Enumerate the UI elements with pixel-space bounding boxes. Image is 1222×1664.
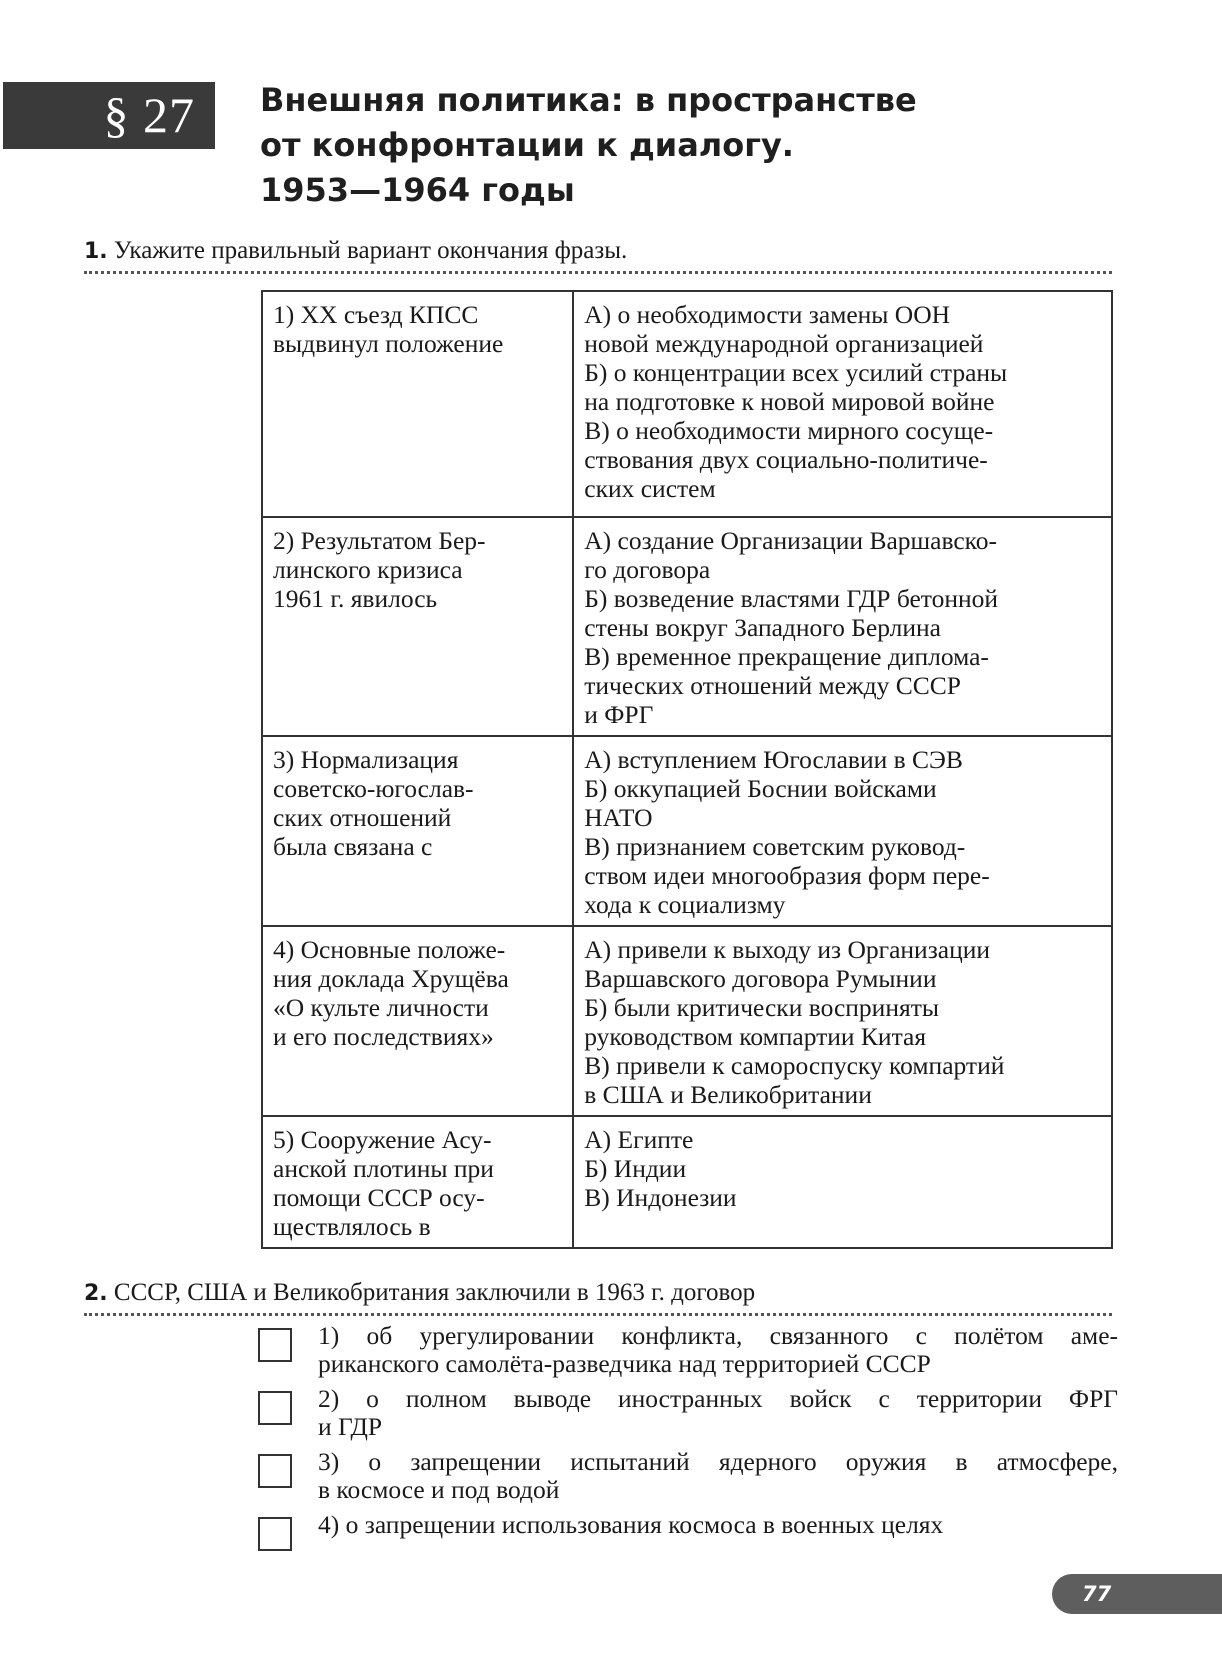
answer-line[interactable]: В) Индонезии bbox=[584, 1183, 737, 1212]
answer-line[interactable]: В) временное прекращение диплома- bbox=[584, 642, 989, 671]
answer-line: новой международной организацией bbox=[584, 329, 984, 358]
answer-line: и ФРГ bbox=[584, 700, 654, 729]
question-cell bbox=[262, 517, 573, 736]
option-line: 2) о полном выводе иностранных войск с территории ФРГ bbox=[318, 1384, 1118, 1413]
answer-line[interactable]: В) о необходимости мирного сосуще- bbox=[584, 416, 994, 445]
option-line: в космосе и под водой bbox=[318, 1475, 560, 1504]
answer-line[interactable]: А) привели к выходу из Организации bbox=[584, 935, 991, 964]
answer-cell bbox=[573, 1116, 1112, 1248]
option-item bbox=[258, 1385, 1118, 1448]
task-2-number: 2. bbox=[84, 1281, 108, 1306]
question-line: и его последствиях» bbox=[273, 1022, 494, 1051]
answer-line: на подготовке к новой мировой войне bbox=[584, 387, 995, 416]
question-line: «О культе личности bbox=[273, 993, 489, 1022]
question-line: помощи СССР осу- bbox=[273, 1183, 485, 1212]
answer-line[interactable]: А) создание Организации Варшавско- bbox=[584, 526, 998, 555]
answer-line: ских систем bbox=[584, 474, 716, 503]
answer-line: НАТО bbox=[584, 803, 653, 832]
task-2-prompt: СССР, США и Великобритания заключили в 1963 г. договор bbox=[113, 1279, 756, 1306]
question-cell bbox=[262, 926, 573, 1116]
chapter-title-line: 1953—1964 годы bbox=[260, 171, 575, 209]
answer-cell bbox=[573, 926, 1112, 1116]
question-line: анской плотины при bbox=[273, 1154, 494, 1183]
answer-cell bbox=[573, 736, 1112, 926]
option-item bbox=[258, 1511, 1118, 1574]
page-number: 77 bbox=[1052, 1574, 1222, 1614]
question-line: 2) Результатом Бер- bbox=[273, 526, 486, 555]
task-1-heading bbox=[84, 236, 1112, 274]
answer-line[interactable]: А) о необходимости замены ООН bbox=[584, 300, 951, 329]
question-line: ния доклада Хрущёва bbox=[273, 964, 509, 993]
option-text bbox=[318, 1511, 1118, 1539]
answer-line[interactable]: Б) Индии bbox=[584, 1154, 687, 1183]
answer-line[interactable]: Б) о концентрации всех усилий страны bbox=[584, 358, 1008, 387]
answer-cell bbox=[573, 517, 1112, 736]
answer-line: руководством компартии Китая bbox=[584, 1022, 927, 1051]
question-line: ских отношений bbox=[273, 803, 452, 832]
answer-checkbox[interactable] bbox=[258, 1454, 292, 1488]
option-line: 3) о запрещении испытаний ядерного оружия в атмосфере, bbox=[318, 1447, 1118, 1476]
table-row bbox=[262, 926, 1112, 1116]
question-line: была связана с bbox=[273, 832, 433, 861]
answer-checkbox[interactable] bbox=[258, 1328, 292, 1362]
answer-line[interactable]: А) вступлением Югославии в СЭВ bbox=[584, 745, 963, 774]
answer-line[interactable]: Б) возведение властями ГДР бетонной bbox=[584, 584, 999, 613]
answer-line[interactable]: В) признанием советским руковод- bbox=[584, 832, 966, 861]
option-text bbox=[318, 1385, 1118, 1441]
question-cell bbox=[262, 1116, 573, 1248]
chapter-title-line: Внешняя политика: в пространстве bbox=[260, 81, 917, 119]
question-line: 4) Основные положе- bbox=[273, 935, 506, 964]
question-line: 1961 г. явилось bbox=[273, 584, 438, 613]
answer-line: Варшавского договора Румынии bbox=[584, 964, 937, 993]
task-1-prompt: Укажите правильный вариант окончания фразы. bbox=[113, 237, 628, 264]
question-line: 1) XX съезд КПСС bbox=[273, 300, 479, 329]
table-row bbox=[262, 517, 1112, 736]
task-2-options bbox=[258, 1322, 1118, 1574]
answer-line: ством идеи многообразия форм пере- bbox=[584, 861, 990, 890]
answer-line: в США и Великобритании bbox=[584, 1080, 872, 1109]
answer-checkbox[interactable] bbox=[258, 1391, 292, 1425]
matching-table bbox=[261, 290, 1113, 1249]
question-line: выдвинул положение bbox=[273, 329, 504, 358]
answer-line: тических отношений между СССР bbox=[584, 671, 961, 700]
table-row bbox=[262, 291, 1112, 517]
option-line: 4) о запрещении использования космоса в военных целях bbox=[318, 1510, 944, 1539]
question-cell bbox=[262, 736, 573, 926]
chapter-title bbox=[260, 78, 1160, 213]
option-line: 1) об урегулировании конфликта, связанного с полётом аме- bbox=[318, 1321, 1118, 1350]
answer-line[interactable]: В) привели к самороспуску компартий bbox=[584, 1051, 1005, 1080]
question-cell bbox=[262, 291, 573, 517]
option-text bbox=[318, 1448, 1118, 1504]
option-item bbox=[258, 1448, 1118, 1511]
answer-line[interactable]: Б) оккупацией Боснии войсками bbox=[584, 774, 937, 803]
option-line: и ГДР bbox=[318, 1412, 383, 1441]
option-text bbox=[318, 1322, 1118, 1378]
answer-line[interactable]: А) Египте bbox=[584, 1125, 694, 1154]
answer-cell bbox=[573, 291, 1112, 517]
table-row bbox=[262, 1116, 1112, 1248]
task-1-number: 1. bbox=[84, 239, 108, 264]
question-line: 5) Сооружение Асу- bbox=[273, 1125, 492, 1154]
question-line: 3) Нормализация bbox=[273, 745, 459, 774]
answer-line: хода к социализму bbox=[584, 890, 786, 919]
answer-line: стены вокруг Западного Берлина bbox=[584, 613, 941, 642]
table-row bbox=[262, 736, 1112, 926]
answer-checkbox[interactable] bbox=[258, 1517, 292, 1551]
option-line: риканского самолёта-разведчика над территорией СССР bbox=[318, 1349, 931, 1378]
task-2-heading bbox=[84, 1278, 1112, 1316]
answer-line[interactable]: Б) были критически восприняты bbox=[584, 993, 939, 1022]
question-line: ществлялось в bbox=[273, 1212, 431, 1241]
option-item bbox=[258, 1322, 1118, 1385]
answer-line: го договора bbox=[584, 555, 711, 584]
section-number-badge: § 27 bbox=[3, 82, 215, 149]
question-line: советско-югослав- bbox=[273, 774, 474, 803]
chapter-title-line: от конфронтации к диалогу. bbox=[260, 126, 794, 164]
question-line: линского кризиса bbox=[273, 555, 463, 584]
answer-line: ствования двух социально-политиче- bbox=[584, 445, 988, 474]
